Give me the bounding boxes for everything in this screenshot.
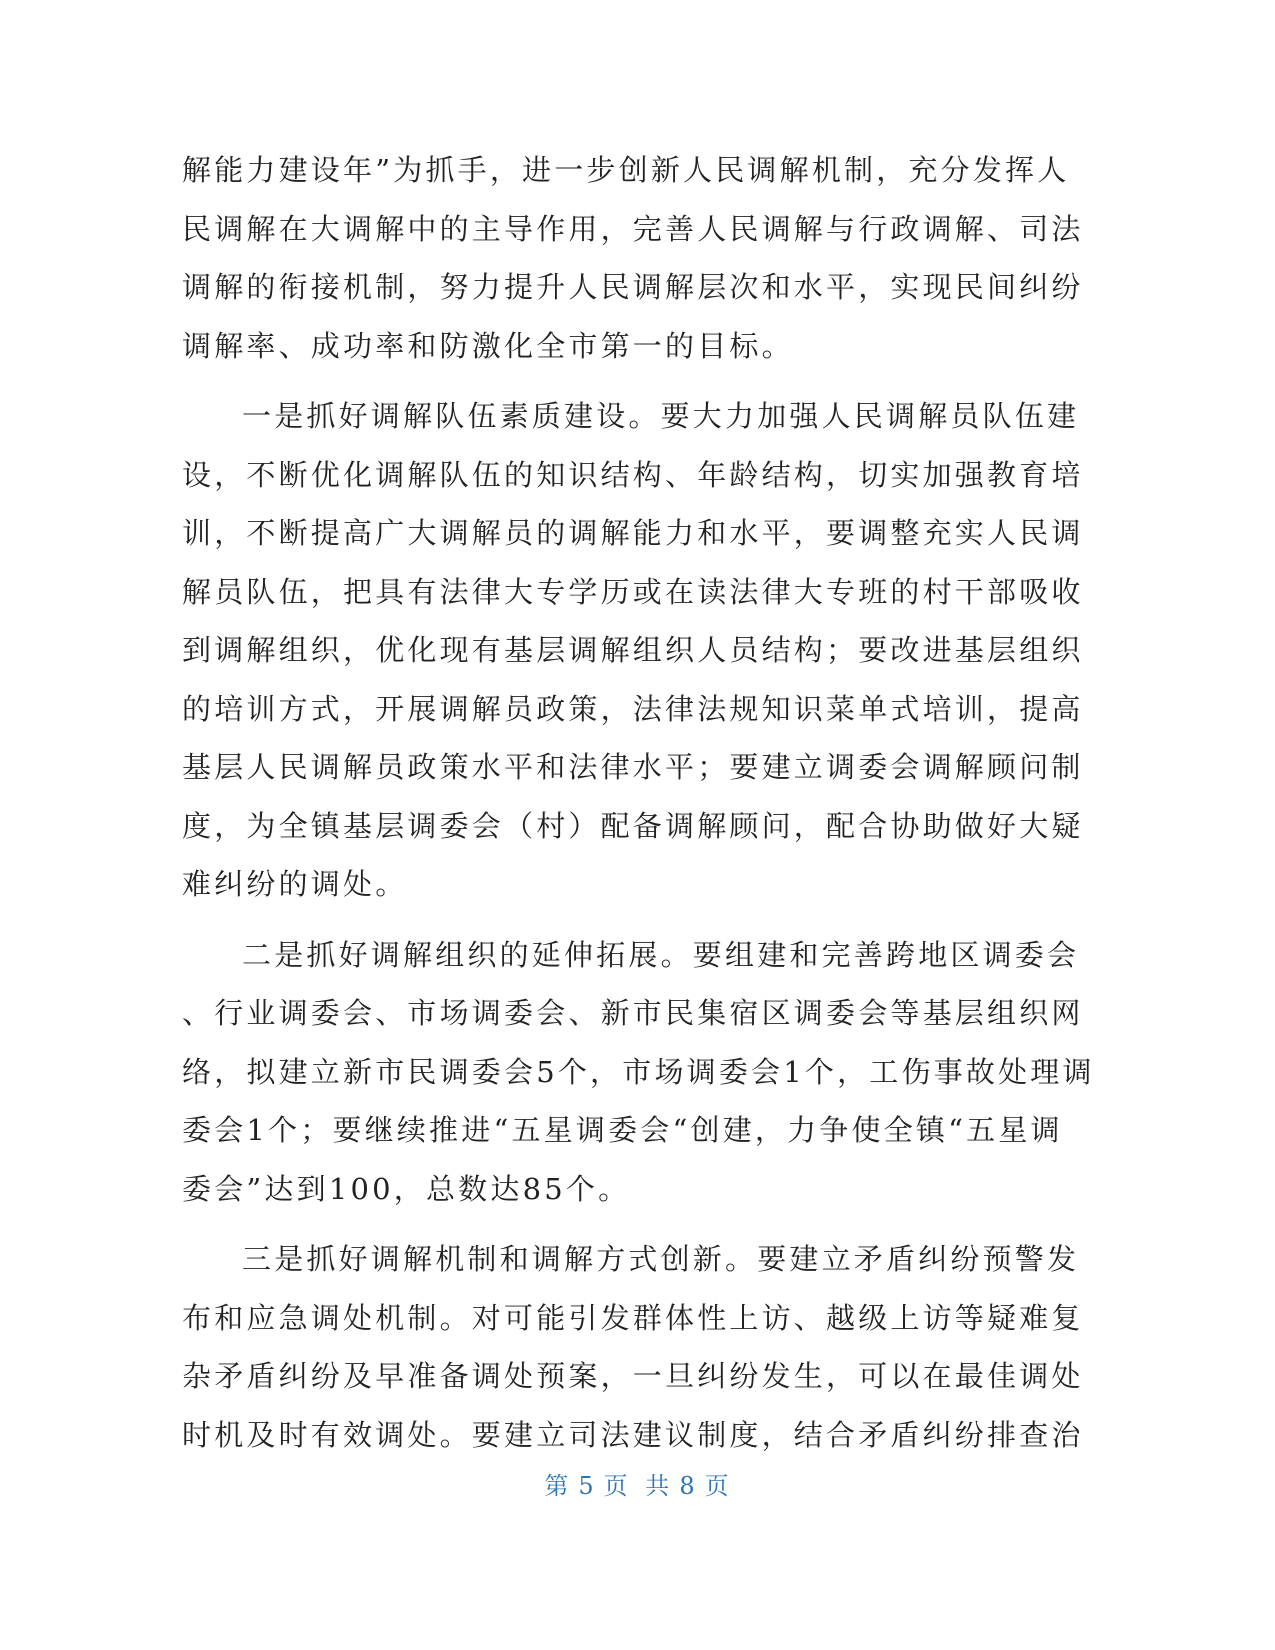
- text-line: 布和应急调处机制。对可能引发群体性上访、越级上访等疑难复: [182, 1300, 1084, 1335]
- text-line: 三是抓好调解机制和调解方式创新。要建立矛盾纠纷预警发: [242, 1242, 1080, 1276]
- page-footer: [0, 1466, 1275, 1501]
- paragraph: [182, 1230, 1084, 1464]
- footer-prefix: 第: [544, 1472, 571, 1500]
- text-line: 、行业调委会、市场调委会、新市民集宿区调委会等基层组织网: [182, 996, 1084, 1030]
- text-line: 基层人民调解员政策水平和法律水平；要建立调委会调解顾问制: [182, 750, 1084, 784]
- text-line: 度，为全镇基层调委会（村）配备调解顾问，配合协助做好大疑: [182, 808, 1084, 843]
- text-line: 民调解在大调解中的主导作用，完善人民调解与行政调解、司法: [182, 211, 1084, 246]
- text-line: 委会1个；要继续推进“五星调委会“创建，力争使全镇“五星调: [182, 1113, 1063, 1147]
- text-line: 委会”达到100，总数达85个。: [182, 1171, 631, 1206]
- paragraph: [182, 141, 1084, 375]
- text-line: 解员队伍，把具有法律大专学历或在读法律大专班的村干部吸收: [182, 574, 1084, 609]
- text-line: 调解率、成功率和防激化全市第一的目标。: [182, 328, 794, 363]
- footer-current-page: 5: [578, 1472, 596, 1500]
- text-line: 一是抓好调解队伍素质建设。要大力加强人民调解员队伍建: [242, 399, 1080, 433]
- text-line: 络，拟建立新市民调委会5个，市场调委会1个，工伤事故处理调: [182, 1054, 1095, 1089]
- footer-suffix: 页: [704, 1472, 731, 1500]
- paragraph: [182, 387, 1084, 914]
- paragraph: [182, 926, 1095, 1219]
- paragraph-gap: [182, 375, 1027, 387]
- footer-middle: 页 共: [603, 1472, 672, 1500]
- text-line: 设，不断优化调解队伍的知识结构、年龄结构，切实加强教育培: [182, 457, 1084, 492]
- paragraph-gap: [182, 914, 1027, 926]
- document-body: [182, 141, 1095, 1464]
- text-line: 杂矛盾纠纷及早准备调处预案，一旦纠纷发生，可以在最佳调处: [182, 1359, 1084, 1393]
- paragraph-gap: [182, 1218, 1027, 1230]
- text-line: 训，不断提高广大调解员的调解能力和水平，要调整充实人民调: [182, 516, 1084, 550]
- text-line: 解能力建设年”为抓手，进一步创新人民调解机制，充分发挥人: [182, 153, 1070, 187]
- text-line: 到调解组织，优化现有基层调解组织人员结构；要改进基层组织: [182, 633, 1084, 667]
- text-line: 时机及时有效调处。要建立司法建议制度，结合矛盾纠纷排查治: [182, 1417, 1084, 1452]
- text-line: 难纠纷的调处。: [182, 867, 408, 901]
- footer-total-pages: 8: [679, 1472, 697, 1500]
- text-line: 二是抓好调解组织的延伸拓展。要组建和完善跨地区调委会: [242, 937, 1080, 972]
- text-line: 的培训方式，开展调解员政策，法律法规知识菜单式培训，提高: [182, 691, 1084, 726]
- text-line: 调解的衔接机制，努力提升人民调解层次和水平，实现民间纠纷: [182, 270, 1084, 304]
